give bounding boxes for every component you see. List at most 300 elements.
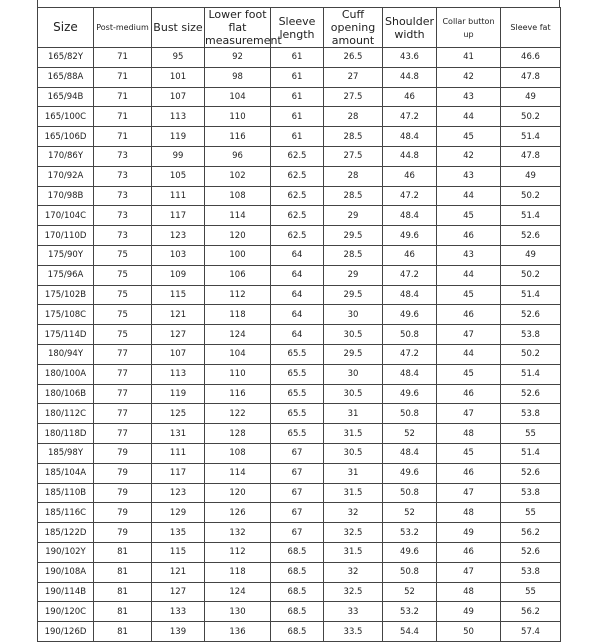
cell-sleeve-fat: 53.8 — [501, 562, 561, 582]
cell-cuff-opening: 31.5 — [324, 424, 383, 444]
cell-post-medium: 75 — [94, 325, 152, 345]
table-row — [38, 622, 561, 642]
table-row — [38, 186, 561, 206]
cell-lower-foot-flat: 100 — [205, 245, 271, 265]
cell-cuff-opening: 29 — [324, 206, 383, 226]
cell-post-medium: 81 — [94, 622, 152, 642]
table-row — [38, 48, 561, 68]
cell-shoulder-width: 44.8 — [383, 146, 437, 166]
cell-cuff-opening: 31 — [324, 463, 383, 483]
cell-sleeve-fat: 53.8 — [501, 325, 561, 345]
cell-size: 180/100A — [38, 364, 94, 384]
header-collar-button: Collar button up — [437, 8, 501, 48]
table-row — [38, 483, 561, 503]
table-body — [38, 48, 561, 642]
cell-lower-foot-flat: 118 — [205, 562, 271, 582]
cell-lower-foot-flat: 118 — [205, 305, 271, 325]
cell-sleeve-length: 64 — [271, 265, 324, 285]
cell-sleeve-length: 67 — [271, 503, 324, 523]
cell-cuff-opening: 31.5 — [324, 483, 383, 503]
cell-sleeve-length: 62.5 — [271, 226, 324, 246]
cell-sleeve-fat: 52.6 — [501, 305, 561, 325]
cell-sleeve-fat: 55 — [501, 424, 561, 444]
cell-shoulder-width: 50.8 — [383, 404, 437, 424]
cell-collar-button: 45 — [437, 127, 501, 147]
cell-lower-foot-flat: 108 — [205, 186, 271, 206]
cell-sleeve-fat: 53.8 — [501, 483, 561, 503]
cell-shoulder-width: 48.4 — [383, 127, 437, 147]
cell-sleeve-fat: 55 — [501, 582, 561, 602]
cell-size: 185/110B — [38, 483, 94, 503]
cell-post-medium: 79 — [94, 443, 152, 463]
table-row — [38, 67, 561, 87]
cell-bust-size: 139 — [152, 622, 205, 642]
cell-bust-size: 105 — [152, 166, 205, 186]
cell-bust-size: 117 — [152, 463, 205, 483]
cell-sleeve-fat: 52.6 — [501, 542, 561, 562]
cell-collar-button: 42 — [437, 67, 501, 87]
cell-sleeve-length: 61 — [271, 48, 324, 68]
cell-lower-foot-flat: 108 — [205, 443, 271, 463]
cell-lower-foot-flat: 114 — [205, 206, 271, 226]
cell-lower-foot-flat: 110 — [205, 107, 271, 127]
cell-bust-size: 99 — [152, 146, 205, 166]
cell-collar-button: 47 — [437, 404, 501, 424]
cell-sleeve-length: 65.5 — [271, 364, 324, 384]
cell-sleeve-length: 61 — [271, 87, 324, 107]
cell-cuff-opening: 27 — [324, 67, 383, 87]
cell-post-medium: 75 — [94, 265, 152, 285]
table-row — [38, 127, 561, 147]
cell-cuff-opening: 28 — [324, 107, 383, 127]
cell-sleeve-fat: 49 — [501, 245, 561, 265]
cell-post-medium: 71 — [94, 127, 152, 147]
cell-sleeve-length: 64 — [271, 285, 324, 305]
cell-cuff-opening: 30.5 — [324, 384, 383, 404]
cell-shoulder-width: 49.6 — [383, 226, 437, 246]
cell-bust-size: 115 — [152, 542, 205, 562]
cell-shoulder-width: 47.2 — [383, 186, 437, 206]
header-post-medium: Post-medium — [94, 8, 152, 48]
cell-sleeve-length: 61 — [271, 127, 324, 147]
cell-bust-size: 111 — [152, 443, 205, 463]
cell-post-medium: 75 — [94, 285, 152, 305]
header-lower-foot-flat: Lower foot flat measurement — [205, 8, 282, 47]
cell-collar-button: 49 — [437, 523, 501, 543]
cell-cuff-opening: 30 — [324, 305, 383, 325]
cell-sleeve-length: 61 — [271, 67, 324, 87]
cell-sleeve-length: 64 — [271, 305, 324, 325]
cell-collar-button: 45 — [437, 443, 501, 463]
cell-post-medium: 75 — [94, 305, 152, 325]
cell-collar-button: 46 — [437, 384, 501, 404]
cell-sleeve-length: 64 — [271, 245, 324, 265]
cell-collar-button: 47 — [437, 483, 501, 503]
cell-lower-foot-flat: 110 — [205, 364, 271, 384]
cell-size: 185/104A — [38, 463, 94, 483]
cell-lower-foot-flat: 112 — [205, 285, 271, 305]
cell-sleeve-length: 68.5 — [271, 582, 324, 602]
cell-size: 170/92A — [38, 166, 94, 186]
cell-lower-foot-flat: 104 — [205, 344, 271, 364]
cell-post-medium: 77 — [94, 384, 152, 404]
cell-cuff-opening: 27.5 — [324, 87, 383, 107]
cell-shoulder-width: 46 — [383, 87, 437, 107]
cell-lower-foot-flat: 114 — [205, 463, 271, 483]
cell-sleeve-fat: 46.6 — [501, 48, 561, 68]
cell-bust-size: 95 — [152, 48, 205, 68]
cell-collar-button: 49 — [437, 602, 501, 622]
cell-lower-foot-flat: 116 — [205, 127, 271, 147]
cell-collar-button: 45 — [437, 364, 501, 384]
cell-shoulder-width: 48.4 — [383, 206, 437, 226]
cell-sleeve-fat: 52.6 — [501, 463, 561, 483]
cell-bust-size: 117 — [152, 206, 205, 226]
cell-shoulder-width: 49.6 — [383, 384, 437, 404]
cell-post-medium: 77 — [94, 344, 152, 364]
header-bust-size: Bust size — [152, 8, 205, 48]
cell-lower-foot-flat: 92 — [205, 48, 271, 68]
cell-post-medium: 73 — [94, 186, 152, 206]
table-row — [38, 364, 561, 384]
cell-bust-size: 115 — [152, 285, 205, 305]
table-row — [38, 602, 561, 622]
table-row — [38, 503, 561, 523]
cell-sleeve-length: 64 — [271, 325, 324, 345]
header-shoulder-width: Shoulder width — [383, 8, 437, 48]
cell-size: 165/88A — [38, 67, 94, 87]
cell-bust-size: 123 — [152, 483, 205, 503]
cell-sleeve-fat: 53.8 — [501, 404, 561, 424]
cell-size: 170/104C — [38, 206, 94, 226]
cell-cuff-opening: 28.5 — [324, 127, 383, 147]
cell-lower-foot-flat: 98 — [205, 67, 271, 87]
cell-size: 180/112C — [38, 404, 94, 424]
table-row — [38, 384, 561, 404]
cell-post-medium: 75 — [94, 245, 152, 265]
cell-collar-button: 42 — [437, 146, 501, 166]
cell-post-medium: 73 — [94, 146, 152, 166]
cell-cuff-opening: 32 — [324, 503, 383, 523]
cell-collar-button: 46 — [437, 226, 501, 246]
table-row — [38, 265, 561, 285]
cell-cuff-opening: 29 — [324, 265, 383, 285]
cell-bust-size: 113 — [152, 107, 205, 127]
cell-sleeve-length: 65.5 — [271, 344, 324, 364]
cell-shoulder-width: 47.2 — [383, 344, 437, 364]
cell-lower-foot-flat: 96 — [205, 146, 271, 166]
cell-size: 190/126D — [38, 622, 94, 642]
cell-sleeve-fat: 52.6 — [501, 226, 561, 246]
table-top-edge — [37, 0, 560, 7]
table-row — [38, 226, 561, 246]
cell-post-medium: 81 — [94, 582, 152, 602]
cell-size: 175/96A — [38, 265, 94, 285]
cell-collar-button: 45 — [437, 206, 501, 226]
cell-cuff-opening: 32 — [324, 562, 383, 582]
cell-collar-button: 41 — [437, 48, 501, 68]
cell-sleeve-fat: 50.2 — [501, 107, 561, 127]
cell-lower-foot-flat: 132 — [205, 523, 271, 543]
cell-cuff-opening: 28 — [324, 166, 383, 186]
cell-size: 170/110D — [38, 226, 94, 246]
cell-lower-foot-flat: 128 — [205, 424, 271, 444]
cell-sleeve-fat: 57.4 — [501, 622, 561, 642]
cell-shoulder-width: 47.2 — [383, 107, 437, 127]
cell-bust-size: 101 — [152, 67, 205, 87]
table-row — [38, 166, 561, 186]
cell-collar-button: 46 — [437, 463, 501, 483]
cell-sleeve-fat: 56.2 — [501, 523, 561, 543]
header-cuff-opening: Cuff opening amount — [324, 8, 383, 48]
cell-collar-button: 46 — [437, 542, 501, 562]
cell-size: 175/108C — [38, 305, 94, 325]
cell-cuff-opening: 26.5 — [324, 48, 383, 68]
cell-collar-button: 44 — [437, 186, 501, 206]
header-size: Size — [38, 8, 94, 48]
header-sleeve-fat: Sleeve fat — [501, 8, 561, 48]
cell-sleeve-length: 65.5 — [271, 424, 324, 444]
cell-sleeve-fat: 50.2 — [501, 186, 561, 206]
cell-bust-size: 103 — [152, 245, 205, 265]
cell-post-medium: 79 — [94, 503, 152, 523]
cell-shoulder-width: 50.8 — [383, 325, 437, 345]
table-row — [38, 542, 561, 562]
cell-post-medium: 71 — [94, 87, 152, 107]
cell-bust-size: 121 — [152, 305, 205, 325]
cell-cuff-opening: 30.5 — [324, 325, 383, 345]
cell-shoulder-width: 48.4 — [383, 364, 437, 384]
cell-bust-size: 121 — [152, 562, 205, 582]
table-row — [38, 424, 561, 444]
cell-post-medium: 71 — [94, 107, 152, 127]
cell-bust-size: 113 — [152, 364, 205, 384]
table-row — [38, 582, 561, 602]
cell-sleeve-length: 68.5 — [271, 602, 324, 622]
cell-sleeve-fat: 51.4 — [501, 285, 561, 305]
cell-size: 180/94Y — [38, 344, 94, 364]
cell-sleeve-fat: 52.6 — [501, 384, 561, 404]
cell-post-medium: 71 — [94, 48, 152, 68]
cell-lower-foot-flat: 102 — [205, 166, 271, 186]
cell-bust-size: 133 — [152, 602, 205, 622]
cell-cuff-opening: 32.5 — [324, 523, 383, 543]
cell-collar-button: 44 — [437, 344, 501, 364]
cell-sleeve-length: 67 — [271, 443, 324, 463]
cell-size: 175/114D — [38, 325, 94, 345]
cell-sleeve-fat: 56.2 — [501, 602, 561, 622]
cell-lower-foot-flat: 106 — [205, 265, 271, 285]
cell-cuff-opening: 28.5 — [324, 245, 383, 265]
cell-cuff-opening: 28.5 — [324, 186, 383, 206]
cell-lower-foot-flat: 124 — [205, 582, 271, 602]
table-row — [38, 463, 561, 483]
cell-post-medium: 81 — [94, 542, 152, 562]
table-row — [38, 285, 561, 305]
cell-cuff-opening: 32.5 — [324, 582, 383, 602]
cell-cuff-opening: 27.5 — [324, 146, 383, 166]
cell-post-medium: 77 — [94, 404, 152, 424]
cell-bust-size: 123 — [152, 226, 205, 246]
cell-lower-foot-flat: 126 — [205, 503, 271, 523]
cell-size: 165/82Y — [38, 48, 94, 68]
cell-post-medium: 73 — [94, 166, 152, 186]
cell-size: 185/116C — [38, 503, 94, 523]
cell-lower-foot-flat: 116 — [205, 384, 271, 404]
cell-lower-foot-flat: 136 — [205, 622, 271, 642]
cell-lower-foot-flat: 120 — [205, 483, 271, 503]
cell-lower-foot-flat: 112 — [205, 542, 271, 562]
cell-shoulder-width: 48.4 — [383, 443, 437, 463]
cell-post-medium: 73 — [94, 206, 152, 226]
cell-sleeve-length: 68.5 — [271, 562, 324, 582]
cell-sleeve-length: 62.5 — [271, 206, 324, 226]
cell-bust-size: 109 — [152, 265, 205, 285]
cell-sleeve-fat: 55 — [501, 503, 561, 523]
cell-size: 165/94B — [38, 87, 94, 107]
table-row — [38, 325, 561, 345]
cell-shoulder-width: 46 — [383, 166, 437, 186]
cell-size: 185/122D — [38, 523, 94, 543]
cell-cuff-opening: 29.5 — [324, 226, 383, 246]
cell-bust-size: 107 — [152, 344, 205, 364]
cell-post-medium: 81 — [94, 602, 152, 622]
cell-bust-size: 125 — [152, 404, 205, 424]
cell-cuff-opening: 31 — [324, 404, 383, 424]
cell-sleeve-fat: 51.4 — [501, 443, 561, 463]
table-row — [38, 305, 561, 325]
cell-sleeve-fat: 49 — [501, 87, 561, 107]
cell-size: 190/108A — [38, 562, 94, 582]
cell-size: 175/102B — [38, 285, 94, 305]
table-row — [38, 87, 561, 107]
table-row — [38, 523, 561, 543]
cell-collar-button: 50 — [437, 622, 501, 642]
cell-sleeve-fat: 50.2 — [501, 344, 561, 364]
cell-shoulder-width: 52 — [383, 424, 437, 444]
table-row — [38, 107, 561, 127]
cell-sleeve-fat: 51.4 — [501, 127, 561, 147]
cell-cuff-opening: 30.5 — [324, 443, 383, 463]
cell-bust-size: 135 — [152, 523, 205, 543]
cell-size: 190/114B — [38, 582, 94, 602]
cell-bust-size: 127 — [152, 325, 205, 345]
cell-bust-size: 119 — [152, 127, 205, 147]
cell-lower-foot-flat: 104 — [205, 87, 271, 107]
cell-sleeve-fat: 51.4 — [501, 206, 561, 226]
cell-sleeve-length: 61 — [271, 107, 324, 127]
cell-shoulder-width: 49.6 — [383, 463, 437, 483]
cell-post-medium: 79 — [94, 463, 152, 483]
cell-shoulder-width: 48.4 — [383, 285, 437, 305]
cell-cuff-opening: 29.5 — [324, 285, 383, 305]
cell-size: 185/98Y — [38, 443, 94, 463]
cell-sleeve-length: 68.5 — [271, 622, 324, 642]
cell-collar-button: 46 — [437, 305, 501, 325]
cell-cuff-opening: 30 — [324, 364, 383, 384]
cell-sleeve-length: 62.5 — [271, 166, 324, 186]
table-row — [38, 245, 561, 265]
cell-size: 170/86Y — [38, 146, 94, 166]
cell-post-medium: 77 — [94, 364, 152, 384]
table-row — [38, 344, 561, 364]
cell-collar-button: 47 — [437, 562, 501, 582]
cell-sleeve-length: 62.5 — [271, 186, 324, 206]
cell-lower-foot-flat: 122 — [205, 404, 271, 424]
cell-size: 175/90Y — [38, 245, 94, 265]
cell-shoulder-width: 50.8 — [383, 562, 437, 582]
cell-shoulder-width: 50.8 — [383, 483, 437, 503]
cell-bust-size: 129 — [152, 503, 205, 523]
cell-collar-button: 48 — [437, 424, 501, 444]
cell-bust-size: 111 — [152, 186, 205, 206]
cell-cuff-opening: 33 — [324, 602, 383, 622]
cell-sleeve-length: 65.5 — [271, 384, 324, 404]
cell-sleeve-fat: 49 — [501, 166, 561, 186]
cell-sleeve-length: 62.5 — [271, 146, 324, 166]
cell-collar-button: 48 — [437, 582, 501, 602]
cell-size: 170/98B — [38, 186, 94, 206]
cell-size: 190/120C — [38, 602, 94, 622]
cell-size: 165/106D — [38, 127, 94, 147]
cell-shoulder-width: 43.6 — [383, 48, 437, 68]
cell-bust-size: 127 — [152, 582, 205, 602]
cell-collar-button: 43 — [437, 87, 501, 107]
header-sleeve-length: Sleeve length — [271, 8, 324, 48]
cell-sleeve-length: 68.5 — [271, 542, 324, 562]
cell-bust-size: 131 — [152, 424, 205, 444]
cell-lower-foot-flat: 124 — [205, 325, 271, 345]
cell-sleeve-length: 67 — [271, 523, 324, 543]
cell-post-medium: 71 — [94, 67, 152, 87]
cell-lower-foot-flat: 130 — [205, 602, 271, 622]
cell-collar-button: 47 — [437, 325, 501, 345]
cell-lower-foot-flat: 120 — [205, 226, 271, 246]
cell-cuff-opening: 33.5 — [324, 622, 383, 642]
cell-post-medium: 73 — [94, 226, 152, 246]
cell-shoulder-width: 53.2 — [383, 523, 437, 543]
cell-shoulder-width: 44.8 — [383, 67, 437, 87]
cell-bust-size: 107 — [152, 87, 205, 107]
cell-collar-button: 43 — [437, 166, 501, 186]
cell-sleeve-length: 67 — [271, 463, 324, 483]
cell-shoulder-width: 54.4 — [383, 622, 437, 642]
cell-shoulder-width: 49.6 — [383, 542, 437, 562]
cell-sleeve-fat: 51.4 — [501, 364, 561, 384]
size-chart-table — [37, 7, 561, 642]
cell-bust-size: 119 — [152, 384, 205, 404]
header-row — [38, 8, 561, 48]
table-row — [38, 443, 561, 463]
cell-shoulder-width: 47.2 — [383, 265, 437, 285]
cell-collar-button: 45 — [437, 285, 501, 305]
table-row — [38, 206, 561, 226]
cell-shoulder-width: 46 — [383, 245, 437, 265]
table-row — [38, 562, 561, 582]
cell-sleeve-length: 67 — [271, 483, 324, 503]
cell-collar-button: 44 — [437, 265, 501, 285]
cell-sleeve-fat: 47.8 — [501, 146, 561, 166]
cell-post-medium: 79 — [94, 483, 152, 503]
cell-sleeve-fat: 47.8 — [501, 67, 561, 87]
cell-shoulder-width: 52 — [383, 503, 437, 523]
cell-post-medium: 79 — [94, 523, 152, 543]
cell-collar-button: 48 — [437, 503, 501, 523]
cell-shoulder-width: 49.6 — [383, 305, 437, 325]
table-row — [38, 404, 561, 424]
cell-collar-button: 43 — [437, 245, 501, 265]
cell-size: 180/118D — [38, 424, 94, 444]
